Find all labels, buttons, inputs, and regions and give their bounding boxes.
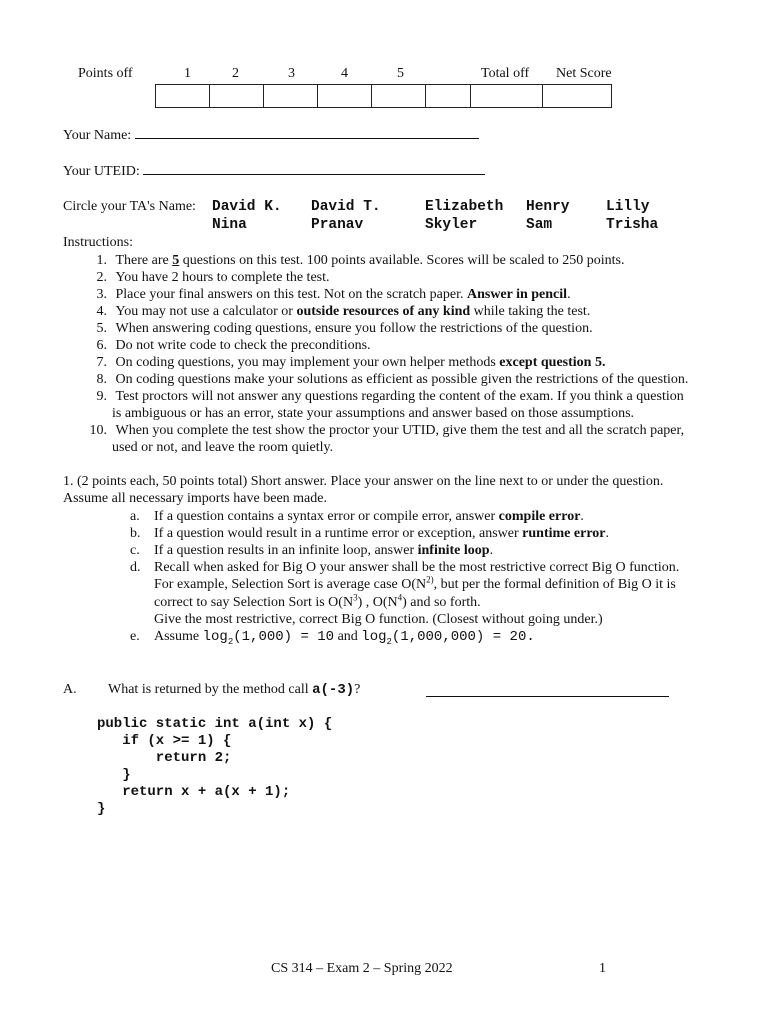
instructions-title: Instructions:	[63, 235, 133, 250]
score-table	[155, 84, 612, 108]
ta-option[interactable]: Skyler	[425, 217, 478, 233]
score-cell-1[interactable]	[156, 85, 210, 108]
ta-option[interactable]: Sam	[526, 217, 553, 233]
score-cell-extra[interactable]	[426, 85, 471, 108]
uteid-field[interactable]	[143, 174, 485, 175]
q1-rule-b: b. If a question would result in a runtime error or exception, answer runtime error.	[130, 526, 609, 541]
ta-option[interactable]: Elizabeth	[425, 199, 504, 215]
list-item: 1. There are 5 questions on this test. 100 points available. Scores will be scaled to 250 points.	[96, 253, 625, 268]
col-label-2: 2	[232, 66, 239, 81]
col-label-4: 4	[341, 66, 348, 81]
list-item: 3. Place your final answers on this test. Not on the scratch paper. Answer in pencil.	[96, 287, 571, 302]
col-label-3: 3	[288, 66, 295, 81]
ta-label: Circle your TA's Name:	[63, 199, 196, 214]
uteid-row	[63, 164, 485, 180]
q1-rule-a: a. If a question contains a syntax error or compile error, answer compile error.	[130, 509, 584, 524]
question-a-label: A.	[63, 682, 77, 697]
list-item: 7. On coding questions, you may implement your own helper methods except question 5.	[96, 355, 606, 370]
q1-rule-d-line4: Give the most restrictive, correct Big O function. (Closest without going under.)	[154, 612, 603, 627]
list-item: 4. You may not use a calculator or outside resources of any kind while taking the test.	[96, 304, 591, 319]
list-item-continued: is ambiguous or has an error, state your assumptions and answer based on those assumptions.	[112, 406, 635, 421]
ta-option[interactable]: David K.	[212, 199, 282, 215]
q1-rule-e: e. Assume $\log_2(1,000) = 10$ and $\log_2(1,000,000) = 20$.	[130, 629, 535, 647]
list-item-continued: used or not, and leave the room quietly.	[112, 440, 334, 455]
uteid-label: Your UTEID:	[63, 164, 140, 179]
footer-title: CS 314 – Exam 2 – Spring 2022	[271, 961, 453, 976]
points-off-label: Points off	[78, 66, 133, 81]
code-line: return 2;	[97, 750, 232, 766]
instructions-list	[63, 253, 723, 463]
score-cell-3[interactable]	[264, 85, 318, 108]
ta-option[interactable]: Nina	[212, 217, 247, 233]
code-line: return x + a(x + 1);	[97, 784, 291, 800]
name-field[interactable]	[135, 138, 479, 139]
q1-intro-line1: 1. (2 points each, 50 points total) Short answer. Place your answer on the line next to or under the question.	[63, 474, 664, 489]
q1-rule-d-line3: correct to say Selection Sort is $O(N^3)$ , $O(N^4)$ and so forth.	[154, 592, 481, 610]
score-cell-net-score[interactable]	[543, 85, 612, 108]
ta-option[interactable]: Pranav	[311, 217, 364, 233]
question-a-prompt: What is returned by the method call a(-3)?	[108, 682, 361, 698]
list-item: 8. On coding questions make your solutions as efficient as possible given the restrictions of the question.	[96, 372, 689, 387]
col-label-5: 5	[397, 66, 404, 81]
col-label-1: 1	[184, 66, 191, 81]
code-line: public static int a(int x) {	[97, 716, 333, 732]
total-off-label: Total off	[481, 66, 530, 81]
list-item: 2. You have 2 hours to complete the test.	[96, 270, 330, 285]
ta-option[interactable]: Lilly	[606, 199, 650, 215]
q1-intro-line2: Assume all necessary imports have been made.	[63, 491, 327, 506]
q1-rule-d: d. Recall when asked for Big O your answer shall be the most restrictive correct Big O function.	[130, 560, 680, 575]
q1-rule-d-line2: For example, Selection Sort is average case $O(N^{2)}$, but per the formal definition of Big O it is	[154, 574, 676, 592]
score-cell-4[interactable]	[318, 85, 372, 108]
code-line: }	[97, 767, 131, 783]
q1-rule-c: c. If a question results in an infinite loop, answer infinite loop.	[130, 543, 494, 558]
list-item: 9. Test proctors will not answer any questions regarding the content of the exam. If you think a question	[96, 389, 684, 404]
score-cell-2[interactable]	[210, 85, 264, 108]
question-a-answer-line[interactable]	[426, 682, 669, 702]
list-item: 5. When answering coding questions, ensure you follow the restrictions of the question.	[96, 321, 593, 336]
ta-option[interactable]: Trisha	[606, 217, 659, 233]
code-line: }	[97, 801, 106, 817]
list-item: 10. When you complete the test show the proctor your UTID, give them the test and all the scratch paper,	[89, 423, 685, 438]
code-block	[97, 716, 332, 818]
page-number: 1	[599, 961, 606, 976]
score-cell-total-off[interactable]	[471, 85, 543, 108]
score-cell-5[interactable]	[372, 85, 426, 108]
code-line: if (x >= 1) {	[97, 733, 232, 749]
ta-option[interactable]: Henry	[526, 199, 570, 215]
net-score-label: Net Score	[556, 66, 612, 81]
name-label: Your Name:	[63, 128, 132, 143]
list-item: 6. Do not write code to check the preconditions.	[96, 338, 371, 353]
name-row	[63, 128, 479, 144]
ta-option[interactable]: David T.	[311, 199, 381, 215]
